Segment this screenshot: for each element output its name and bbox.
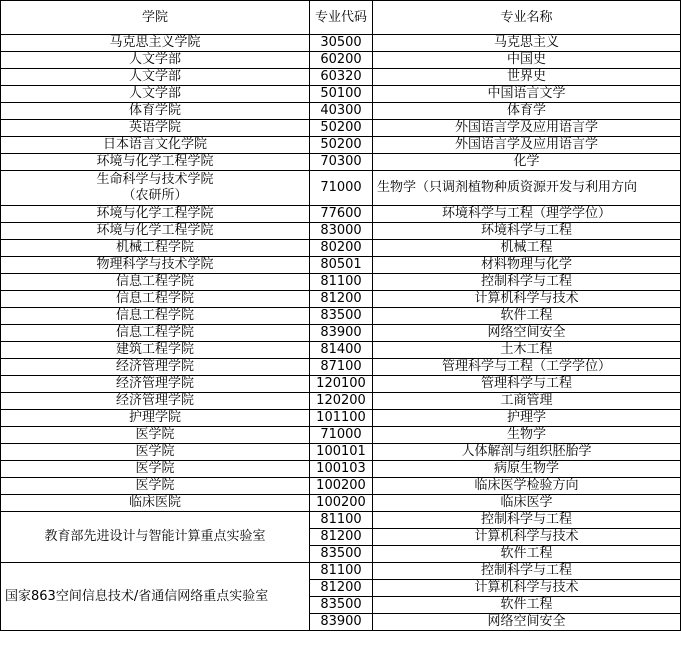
major-cell: 临床医学检验方向: [373, 478, 681, 495]
major-cell: 护理学: [373, 410, 681, 427]
college-cell: 信息工程学院: [1, 325, 310, 342]
table-row: [1, 495, 681, 512]
major-cell: 马克思主义: [373, 35, 681, 52]
college-cell: 环境与化学工程学院: [1, 223, 310, 240]
code-cell: 60320: [310, 69, 373, 86]
college-cell: 人文学部: [1, 52, 310, 69]
college-cell: 经济管理学院: [1, 393, 310, 410]
code-cell: 81200: [310, 529, 373, 546]
college-cell: 信息工程学院: [1, 291, 310, 308]
college-cell: 医学院: [1, 461, 310, 478]
major-cell: 中国史: [373, 52, 681, 69]
college-cell: 人文学部: [1, 69, 310, 86]
college-cell-line1: 生命科学与技术学院: [96, 172, 214, 187]
code-cell: 100101: [310, 444, 373, 461]
major-cell: 管理科学与工程（工学学位）: [373, 359, 681, 376]
header-college: 学院: [1, 1, 310, 35]
table-row: [1, 444, 681, 461]
table-row: [1, 393, 681, 410]
college-cell-line2: （农研所）: [122, 188, 188, 203]
table-row: [1, 103, 681, 120]
table-row: [1, 257, 681, 274]
college-cell: 日本语言文化学院: [1, 137, 310, 154]
code-cell: 71000: [310, 427, 373, 444]
code-cell: 70300: [310, 154, 373, 171]
code-cell: 101100: [310, 410, 373, 427]
code-cell: 71000: [310, 171, 373, 206]
code-cell: 100200: [310, 495, 373, 512]
major-cell: 外国语言学及应用语言学: [373, 137, 681, 154]
code-cell: 81100: [310, 274, 373, 291]
table-row: [1, 171, 681, 206]
major-cell: 材料物理与化学: [373, 257, 681, 274]
table-row: [1, 35, 681, 52]
table-row: [1, 478, 681, 495]
college-cell: 体育学院: [1, 103, 310, 120]
college-cell: 护理学院: [1, 410, 310, 427]
table-row: [1, 69, 681, 86]
code-cell: 83900: [310, 614, 373, 631]
code-cell: 80501: [310, 257, 373, 274]
major-cell: 工商管理: [373, 393, 681, 410]
table-row: [1, 120, 681, 137]
college-cell: 医学院: [1, 444, 310, 461]
code-cell: 120200: [310, 393, 373, 410]
code-cell: 83900: [310, 325, 373, 342]
major-cell: 控制科学与工程: [373, 563, 681, 580]
major-cell: 网络空间安全: [373, 325, 681, 342]
code-cell: 81200: [310, 580, 373, 597]
major-cell: 软件工程: [373, 546, 681, 563]
college-cell: 环境与化学工程学院: [1, 154, 310, 171]
major-cell: 管理科学与工程: [373, 376, 681, 393]
major-cell: 机械工程: [373, 240, 681, 257]
table-row: [1, 137, 681, 154]
college-cell: 临床医院: [1, 495, 310, 512]
college-cell: 机械工程学院: [1, 240, 310, 257]
major-cell: 环境科学与工程: [373, 223, 681, 240]
code-cell: 50200: [310, 137, 373, 154]
major-cell: 中国语言文学: [373, 86, 681, 103]
table-row: [1, 410, 681, 427]
major-cell: 控制科学与工程: [373, 512, 681, 529]
major-cell: 软件工程: [373, 597, 681, 614]
college-cell: 环境与化学工程学院: [1, 206, 310, 223]
code-cell: 50200: [310, 120, 373, 137]
college-cell: [1, 171, 310, 206]
major-cell: 世界史: [373, 69, 681, 86]
major-cell: 体育学: [373, 103, 681, 120]
table-row: [1, 461, 681, 478]
college-cell: 英语学院: [1, 120, 310, 137]
table-row: [1, 308, 681, 325]
code-cell: 83000: [310, 223, 373, 240]
code-cell: 100200: [310, 478, 373, 495]
major-cell: 网络空间安全: [373, 614, 681, 631]
major-cell: 临床医学: [373, 495, 681, 512]
table-row: [1, 240, 681, 257]
college-cell: 人文学部: [1, 86, 310, 103]
code-cell: 80200: [310, 240, 373, 257]
college-cell: 建筑工程学院: [1, 342, 310, 359]
code-cell: 81400: [310, 342, 373, 359]
major-cell: 计算机科学与技术: [373, 580, 681, 597]
code-cell: 77600: [310, 206, 373, 223]
code-cell: 81100: [310, 512, 373, 529]
major-cell: 病原生物学: [373, 461, 681, 478]
college-cell: 医学院: [1, 427, 310, 444]
table-row: [1, 154, 681, 171]
header-major: 专业名称: [373, 1, 681, 35]
major-cell: 计算机科学与技术: [373, 529, 681, 546]
major-cell: 人体解剖与组织胚胎学: [373, 444, 681, 461]
table-row: [1, 512, 681, 529]
table-row: [1, 563, 681, 580]
code-cell: 83500: [310, 597, 373, 614]
code-cell: 50100: [310, 86, 373, 103]
code-cell: 40300: [310, 103, 373, 120]
table-row: [1, 376, 681, 393]
table-row: [1, 342, 681, 359]
code-cell: 83500: [310, 546, 373, 563]
group-college-cell: 国家863空间信息技术/省通信网络重点实验室: [1, 563, 310, 631]
table-row: [1, 86, 681, 103]
code-cell: 83500: [310, 308, 373, 325]
code-cell: 87100: [310, 359, 373, 376]
major-cell: 化学: [373, 154, 681, 171]
college-cell: 物理科学与技术学院: [1, 257, 310, 274]
header-code: 专业代码: [310, 1, 373, 35]
table-row: [1, 291, 681, 308]
table-row: [1, 359, 681, 376]
major-cell: 土木工程: [373, 342, 681, 359]
college-cell: 经济管理学院: [1, 376, 310, 393]
college-cell: 信息工程学院: [1, 274, 310, 291]
college-cell: 信息工程学院: [1, 308, 310, 325]
group-college-cell: 教育部先进设计与智能计算重点实验室: [1, 512, 310, 563]
table-row: [1, 274, 681, 291]
major-cell: 控制科学与工程: [373, 274, 681, 291]
code-cell: 81200: [310, 291, 373, 308]
major-cell: 生物学: [373, 427, 681, 444]
college-cell: 医学院: [1, 478, 310, 495]
major-cell: 生物学（只调剂植物种质资源开发与利用方向: [373, 171, 681, 206]
major-cell: 外国语言学及应用语言学: [373, 120, 681, 137]
code-cell: 81100: [310, 563, 373, 580]
college-cell: 经济管理学院: [1, 359, 310, 376]
table-row: [1, 52, 681, 69]
code-cell: 100103: [310, 461, 373, 478]
table-row: [1, 206, 681, 223]
code-cell: 60200: [310, 52, 373, 69]
table-row: [1, 427, 681, 444]
header-row: [1, 1, 681, 35]
table-row: [1, 223, 681, 240]
code-cell: 120100: [310, 376, 373, 393]
major-cell: 计算机科学与技术: [373, 291, 681, 308]
major-cell: 软件工程: [373, 308, 681, 325]
college-cell: 马克思主义学院: [1, 35, 310, 52]
major-cell: 环境科学与工程（理学学位）: [373, 206, 681, 223]
code-cell: 30500: [310, 35, 373, 52]
table-row: [1, 325, 681, 342]
